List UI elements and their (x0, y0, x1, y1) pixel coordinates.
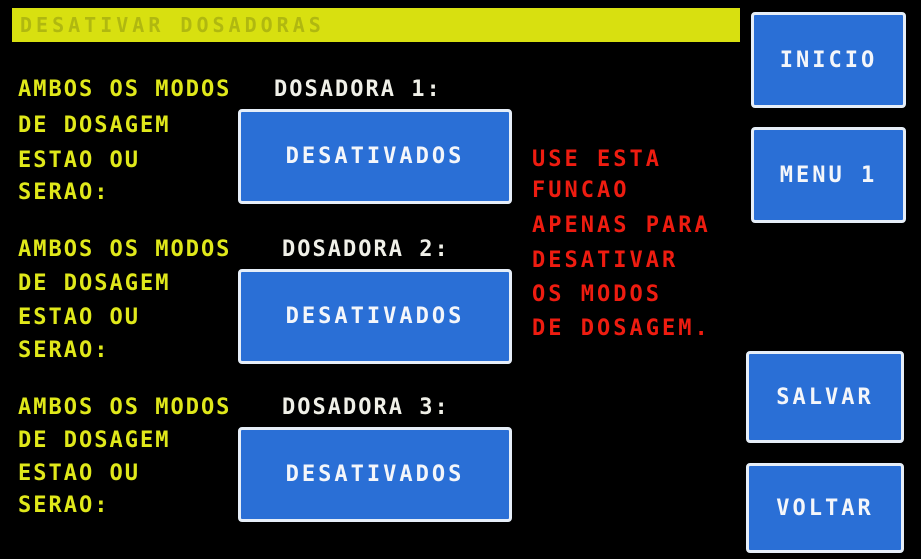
menu-1-button[interactable]: MENU 1 (751, 127, 906, 223)
doser-1-name: DOSADORA 1: (274, 77, 442, 102)
warning-line-5: OS MODOS (532, 282, 662, 307)
doser-3-label-line-1: AMBOS OS MODOS (18, 395, 232, 420)
doser-3-label-line-4: SERAO: (18, 493, 110, 518)
warning-line-1: USE ESTA (532, 147, 662, 172)
doser-3-label-line-3: ESTAO OU (18, 461, 140, 486)
warning-line-6: DE DOSAGEM. (532, 316, 711, 341)
warning-line-3: APENAS PARA (532, 213, 711, 238)
doser-2-label-line-3: ESTAO OU (18, 305, 140, 330)
doser-2-name: DOSADORA 2: (282, 237, 450, 262)
doser-3-label-line-2: DE DOSAGEM (18, 428, 171, 453)
screen-title: DESATIVAR DOSADORAS (12, 8, 740, 42)
doser-3-state-button[interactable]: DESATIVADOS (238, 427, 512, 522)
doser-1-label-line-3: ESTAO OU (18, 148, 140, 173)
salvar-button[interactable]: SALVAR (746, 351, 904, 443)
doser-1-label-line-2: DE DOSAGEM (18, 113, 171, 138)
inicio-button[interactable]: INICIO (751, 12, 906, 108)
doser-2-label-line-2: DE DOSAGEM (18, 271, 171, 296)
doser-1-label-line-4: SERAO: (18, 180, 110, 205)
doser-1-label-line-1: AMBOS OS MODOS (18, 77, 232, 102)
warning-line-4: DESATIVAR (532, 248, 679, 273)
doser-2-label-line-1: AMBOS OS MODOS (18, 237, 232, 262)
warning-line-2: FUNCAO (532, 178, 630, 203)
voltar-button[interactable]: VOLTAR (746, 463, 904, 553)
doser-1-state-button[interactable]: DESATIVADOS (238, 109, 512, 204)
doser-2-label-line-4: SERAO: (18, 338, 110, 363)
doser-3-name: DOSADORA 3: (282, 395, 450, 420)
doser-2-state-button[interactable]: DESATIVADOS (238, 269, 512, 364)
